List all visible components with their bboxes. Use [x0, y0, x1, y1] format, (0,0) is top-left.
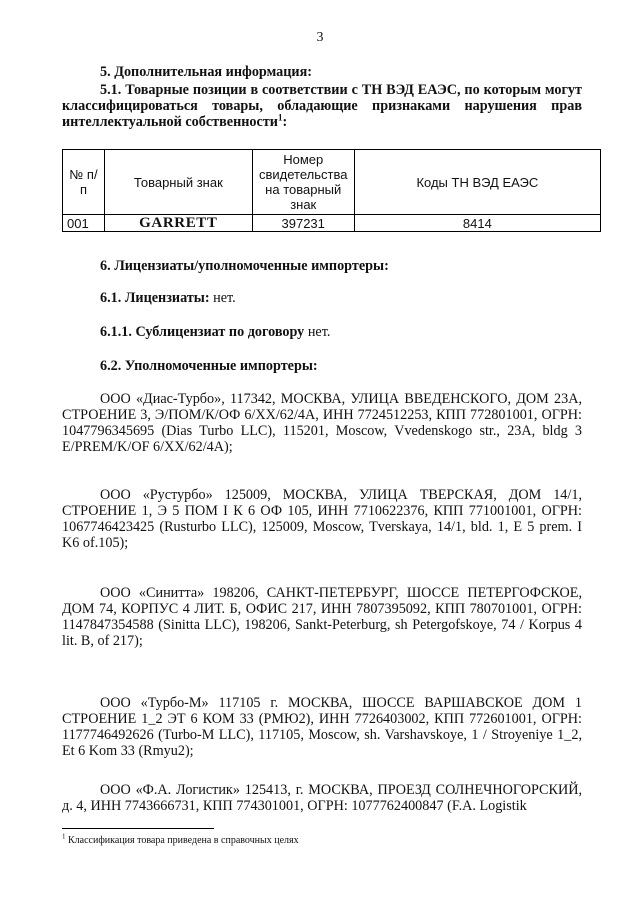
section-6-heading: 6. Лицензиаты/уполномоченные импортеры: [100, 258, 389, 274]
cell-number: 001 [63, 215, 105, 232]
cell-trademark [104, 215, 252, 232]
footnote-separator [62, 828, 214, 829]
footnote [62, 832, 299, 847]
cell-codes: 8414 [354, 215, 600, 232]
page-number: 3 [316, 30, 324, 45]
importer-paragraph: ООО «Рустурбо» 125009, МОСКВА, УЛИЦА ТВЕРСКАЯ, ДОМ 14/1, СТРОЕНИЕ 1, Э 5 ПОМ I К 6 ОФ 105, ИНН 7710622376, КПП 771001001, ОГРН: 1067746423425 (Rusturbo LLC), 125009, Moscow, Tverskaya, 14/1, bld. 1, E 5 prem. I K6 of.105); [62, 487, 582, 551]
section-6-2-heading: 6.2. Уполномоченные импортеры: [100, 358, 318, 374]
section-6-1-1 [100, 324, 330, 340]
table-header-row [63, 150, 601, 215]
col-header-number: № п/п [63, 150, 105, 215]
col-header-codes: Коды ТН ВЭД ЕАЭС [354, 150, 600, 215]
footnote-ref: 1 [277, 112, 283, 123]
section-6-1-1-value: нет. [304, 324, 331, 340]
trademark-table [62, 149, 601, 232]
section-5-1-heading [62, 82, 582, 130]
section-6-1-value: нет. [209, 290, 236, 306]
section-6-1 [100, 290, 236, 306]
importer-paragraph: ООО «Синитта» 198206, САНКТ-ПЕТЕРБУРГ, ШОССЕ ПЕТЕРГОФСКОЕ, ДОМ 74, КОРПУС 4 ЛИТ. Б, ОФИС 217, ИНН 7807395092, КПП 780701001, ОГРН: 1147847354588 (Sinitta LLC), 198206, Sankt-Peterburg, sh Petergofskoye, 74 / Korpus 4 lit. B, of 217); [62, 585, 582, 649]
section-6-1-label: 6.1. Лицензиаты: [100, 290, 210, 306]
col-header-trademark: Товарный знак [104, 150, 252, 215]
footnote-text: Классификация товара приведена в справочных целях [65, 835, 299, 846]
section-5-1-colon: : [282, 114, 288, 130]
section-5-1-text: 5.1. Товарные позиции в соответствии с ТН ВЭД ЕАЭС, по которым могут классифицироваться товары, обладающие признаками нарушения прав интеллектуальной собственности [62, 82, 582, 130]
importer-paragraph: ООО «Турбо-М» 117105 г. МОСКВА, ШОССЕ ВАРШАВСКОЕ ДОМ 1 СТРОЕНИЕ 1_2 ЭТ 6 КОМ 33 (РМЮ2), ИНН 7726403002, КПП 772601001, ОГРН: 1177746492626 (Turbo-M LLC), 117105, Moscow, sh. Varshavskoye, 1 / Stroyeniye 1_2, Et 6 Kom 33 (Rmyu2); [62, 695, 582, 759]
importer-paragraph: ООО «Ф.А. Логистик» 125413, г. МОСКВА, ПРОЕЗД СОЛНЕЧНОГОРСКИЙ, д. 4, ИНН 7743666731, КПП 774301001, ОГРН: 1077762400847 (F.A. Logistik [62, 782, 582, 814]
cell-certificate: 397231 [252, 215, 354, 232]
trademark-name: GARRETT [139, 215, 218, 231]
section-6-1-1-label: 6.1.1. Сублицензиат по договору [100, 324, 305, 340]
col-header-certificate: Номер свидетельства на товарный знак [252, 150, 354, 215]
section-5-heading: 5. Дополнительная информация: [100, 64, 312, 80]
table-row [63, 215, 601, 232]
importer-paragraph: ООО «Диас-Турбо», 117342, МОСКВА, УЛИЦА ВВЕДЕНСКОГО, ДОМ 23А, СТРОЕНИЕ 3, Э/ПОМ/К/ОФ 6/XX/62/4А, ИНН 7724512253, КПП 772801001, ОГРН: 1047796345695 (Dias Turbo LLC), 115201, Moscow, Vvedenskogo str., 23A, bldg 3 E/PREM/K/OF 6/XX/62/4A); [62, 391, 582, 455]
footnote-marker: 1 [62, 832, 66, 841]
